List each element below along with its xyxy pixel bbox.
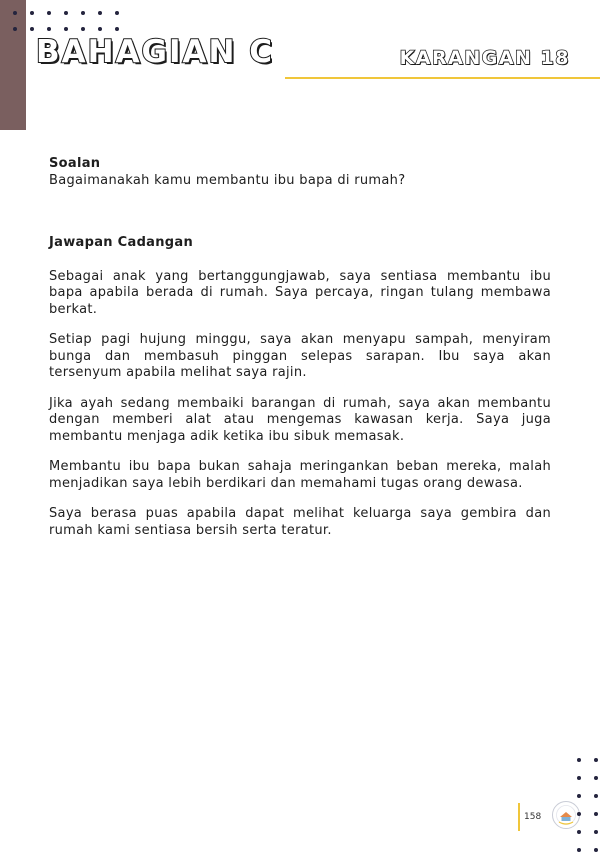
answer-paragraph: Jika ayah sedang membaiki barangan di rumah, saya akan membantu dengan memberi alat atau mengemas kawasan kerja. Saya juga membantu menjaga adik ketika ibu sibuk memasak. <box>49 395 551 444</box>
answer-paragraph: Setiap pagi hujung minggu, saya akan menyapu sampah, menyiram bunga dan membasuh pinggan selepas sarapan. Ibu saya akan tersenyum apabila melihat saya rajin. <box>49 332 551 380</box>
question-text: Bagaimanakah kamu membantu ibu bapa di rumah? <box>49 172 406 188</box>
answer-paragraph: Saya berasa puas apabila dapat melihat keluarga saya gembira dan rumah kami sentiasa bersih serta teratur. <box>49 506 551 538</box>
section-title: BAHAGIAN C <box>36 34 275 70</box>
answer-paragraph: Membantu ibu bapa bukan sahaja meringankan beban mereka, malah menjadikan saya lebih berdikari dan memahami tugas orang dewasa. <box>49 459 551 491</box>
decorative-dot-grid-bottom-right <box>577 758 598 852</box>
answer-paragraph: Sebagai anak yang bertanggungjawab, saya sentiasa membantu ibu bapa apabila berada di rumah. Saya percaya, ringan tulang membawa berkat. <box>49 268 551 317</box>
page-number: 158 <box>524 812 542 822</box>
header-divider <box>285 77 600 79</box>
essay-content <box>49 156 551 539</box>
answer-label: Jawapan Cadangan <box>49 235 194 250</box>
footer-divider <box>518 803 520 831</box>
question-label: Soalan <box>49 156 101 171</box>
decorative-dot-grid-top <box>13 11 119 31</box>
essay-number-title: KARANGAN 18 <box>399 47 570 69</box>
